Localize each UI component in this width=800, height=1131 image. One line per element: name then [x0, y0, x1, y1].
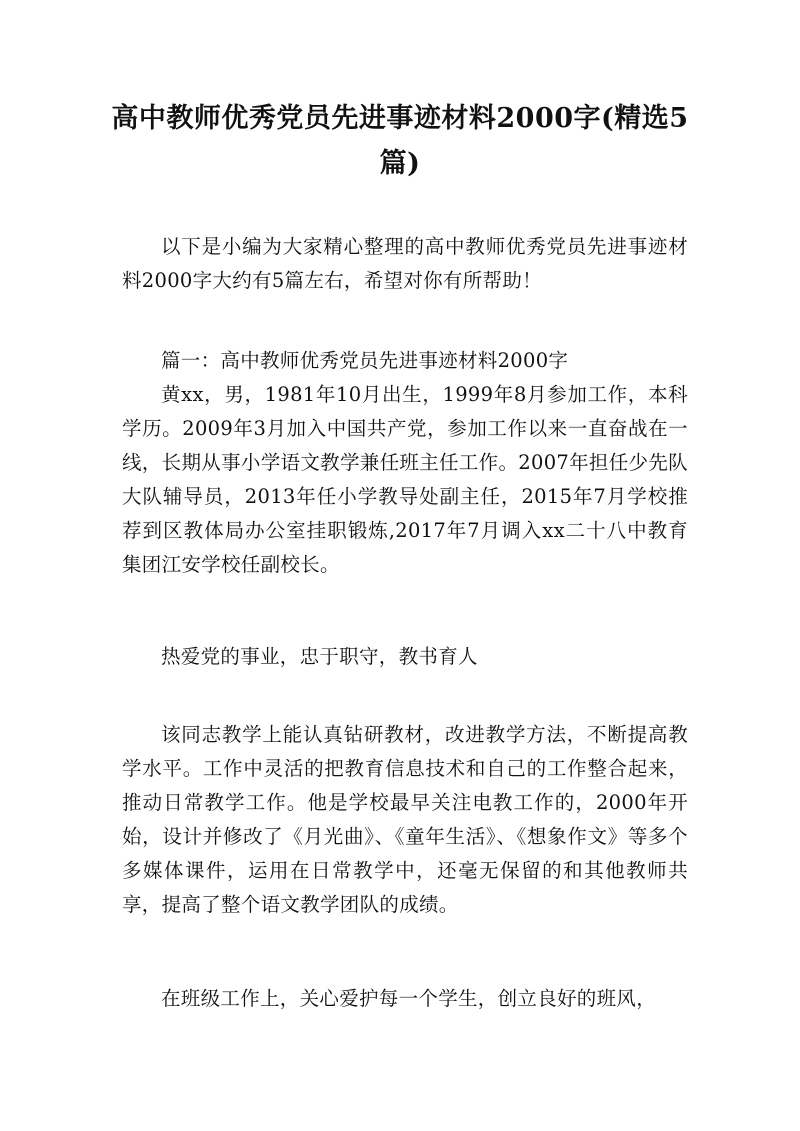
document-title: 高中教师优秀党员先进事迹材料2000字(精选5篇) [111, 103, 689, 179]
intro-paragraph: 以下是小编为大家精心整理的高中教师优秀党员先进事迹材料2000字大约有5篇左右，希望对你有所帮助！ [122, 235, 688, 292]
class-work-paragraph: 在班级工作上，关心爱护每一个学生，创立良好的班风， [161, 987, 657, 1010]
bio-paragraph: 黄xx，男，1981年10月出生，1999年8月参加工作，本科学历。2009年3月加入中国共产党，参加工作以来一直奋战在一线，长期从事小学语文教学兼任班主任工作。2007年担任少先队大队辅导员，2013年任小学教导处副主任，2015年7月学校推荐到区教体局办公室挂职锻炼,2017年7月调入xx二十八中教育集团江安学校任副校长。 [122, 383, 688, 576]
section-subheading: 热爱党的事业，忠于职守，教书育人 [161, 645, 478, 668]
section-heading: 篇一：高中教师优秀党员先进事迹材料2000字 [161, 349, 569, 372]
teaching-paragraph: 该同志教学上能认真钻研教材，改进教学方法，不断提高教学水平。工作中灵活的把教育信息技术和自己的工作整合起来，推动日常教学工作。他是学校最早关注电教工作的，2000年开始，设计并修改了《月光曲》、《童年生活》、《想象作文》等多个多媒体课件，运用在日常教学中，还毫无保留的和其他教师共享，提高了整个语文教学团队的成绩。 [122, 723, 688, 916]
